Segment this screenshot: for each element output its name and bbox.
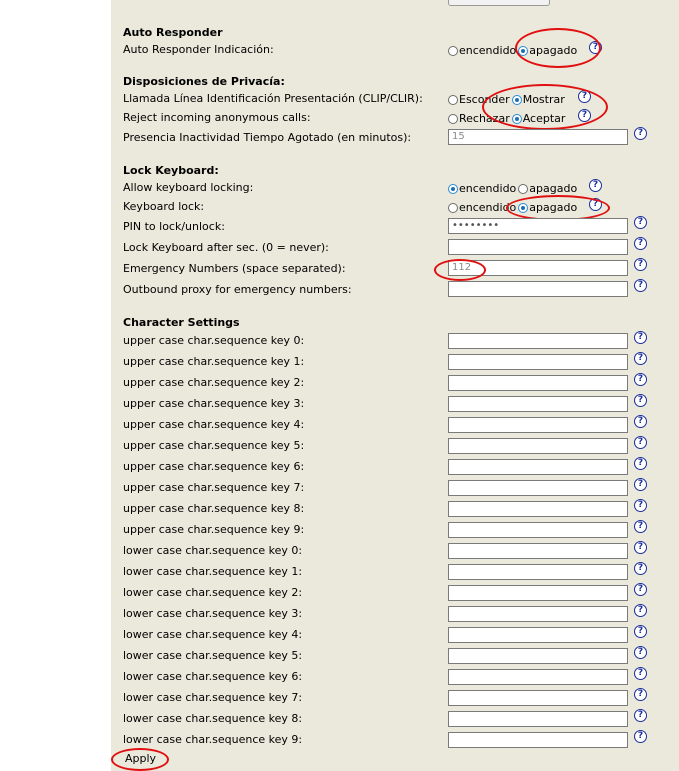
char-key-input[interactable]	[448, 711, 628, 727]
char-key-input[interactable]	[448, 438, 628, 454]
help-icon[interactable]: ?	[634, 415, 647, 428]
allow-locking-off-radio[interactable]	[518, 184, 528, 194]
char-key-label: lower case char.sequence key 1:	[123, 565, 303, 578]
clip-radios	[448, 93, 567, 106]
help-icon[interactable]: ?	[634, 520, 647, 533]
option-label: Mostrar	[522, 93, 565, 106]
help-icon[interactable]: ?	[634, 646, 647, 659]
emergency-proxy-label: Outbound proxy for emergency numbers:	[123, 283, 352, 296]
char-key-input[interactable]	[448, 648, 628, 664]
option-label: Aceptar	[522, 112, 566, 125]
char-key-label: lower case char.sequence key 2:	[123, 586, 303, 599]
auto-responder-header: Auto Responder	[123, 26, 223, 39]
char-key-input[interactable]	[448, 543, 628, 559]
help-icon[interactable]: ?	[634, 541, 647, 554]
help-icon[interactable]: ?	[589, 179, 602, 192]
char-key-label: lower case char.sequence key 5:	[123, 649, 303, 662]
clip-show-radio[interactable]	[512, 95, 522, 105]
char-key-input[interactable]	[448, 606, 628, 622]
char-key-label: lower case char.sequence key 7:	[123, 691, 303, 704]
keyboard-lock-on-radio[interactable]	[448, 203, 458, 213]
lock-after-input[interactable]	[448, 239, 628, 255]
help-icon[interactable]: ?	[634, 436, 647, 449]
help-icon[interactable]: ?	[634, 709, 647, 722]
auto-responder-label: Auto Responder Indicación:	[123, 43, 274, 56]
keyboard-lock-radios	[448, 201, 579, 214]
help-icon[interactable]: ?	[634, 331, 647, 344]
auto-responder-radios	[448, 44, 579, 57]
option-label: Esconder	[459, 93, 510, 106]
top-button[interactable]	[448, 0, 550, 6]
help-icon[interactable]: ?	[634, 352, 647, 365]
help-icon[interactable]: ?	[634, 604, 647, 617]
char-key-label: upper case char.sequence key 4:	[123, 418, 305, 431]
pin-label: PIN to lock/unlock:	[123, 220, 225, 233]
char-key-input[interactable]	[448, 732, 628, 748]
auto-responder-on-radio[interactable]	[448, 46, 458, 56]
lock-after-label: Lock Keyboard after sec. (0 = never):	[123, 241, 329, 254]
help-icon[interactable]: ?	[589, 198, 602, 211]
lock-keyboard-header: Lock Keyboard:	[123, 164, 219, 177]
char-key-input[interactable]	[448, 522, 628, 538]
char-key-label: lower case char.sequence key 0:	[123, 544, 303, 557]
help-icon[interactable]: ?	[634, 478, 647, 491]
privacy-header: Disposiciones de Privacía:	[123, 75, 285, 88]
auto-responder-off-radio[interactable]	[518, 46, 528, 56]
help-icon[interactable]: ?	[634, 583, 647, 596]
char-key-input[interactable]	[448, 501, 628, 517]
char-key-input[interactable]	[448, 375, 628, 391]
emergency-numbers-input[interactable]: 112	[448, 260, 628, 276]
help-icon[interactable]: ?	[634, 730, 647, 743]
char-key-label: upper case char.sequence key 1:	[123, 355, 305, 368]
help-icon[interactable]: ?	[634, 562, 647, 575]
char-key-label: upper case char.sequence key 9:	[123, 523, 305, 536]
help-icon[interactable]: ?	[634, 279, 647, 292]
char-key-label: lower case char.sequence key 6:	[123, 670, 303, 683]
char-key-input[interactable]	[448, 564, 628, 580]
allow-locking-on-radio[interactable]	[448, 184, 458, 194]
presence-timeout-label: Presencia Inactividad Tiempo Agotado (en minutos):	[123, 131, 412, 144]
help-icon[interactable]: ?	[634, 499, 647, 512]
char-key-label: upper case char.sequence key 8:	[123, 502, 305, 515]
help-icon[interactable]: ?	[578, 90, 591, 103]
option-label: apagado	[529, 182, 578, 195]
char-key-label: lower case char.sequence key 4:	[123, 628, 303, 641]
char-key-input[interactable]	[448, 417, 628, 433]
anon-calls-label: Reject incoming anonymous calls:	[123, 111, 311, 124]
char-key-label: upper case char.sequence key 6:	[123, 460, 305, 473]
char-key-label: lower case char.sequence key 9:	[123, 733, 303, 746]
help-icon[interactable]: ?	[634, 667, 647, 680]
help-icon[interactable]: ?	[634, 625, 647, 638]
help-icon[interactable]: ?	[634, 237, 647, 250]
help-icon[interactable]: ?	[634, 258, 647, 271]
help-icon[interactable]: ?	[634, 127, 647, 140]
char-key-label: upper case char.sequence key 5:	[123, 439, 305, 452]
clip-hide-radio[interactable]	[448, 95, 458, 105]
help-icon[interactable]: ?	[578, 109, 591, 122]
help-icon[interactable]: ?	[589, 41, 602, 54]
clip-label: Llamada Línea Identificación Presentación (CLIP/CLIR):	[123, 92, 423, 105]
pin-input[interactable]: ••••••••	[448, 218, 628, 234]
option-label: apagado	[529, 44, 578, 57]
help-icon[interactable]: ?	[634, 216, 647, 229]
emergency-numbers-label: Emergency Numbers (space separated):	[123, 262, 346, 275]
char-key-input[interactable]	[448, 354, 628, 370]
option-label: Rechazar	[459, 112, 510, 125]
char-key-label: lower case char.sequence key 3:	[123, 607, 303, 620]
anon-accept-radio[interactable]	[512, 114, 522, 124]
allow-locking-radios	[448, 182, 579, 195]
char-key-input[interactable]	[448, 585, 628, 601]
emergency-proxy-input[interactable]	[448, 281, 628, 297]
char-key-input[interactable]	[448, 396, 628, 412]
option-label: encendido	[459, 44, 517, 57]
keyboard-lock-off-radio[interactable]	[518, 203, 528, 213]
apply-button[interactable]: Apply	[125, 752, 157, 765]
char-key-label: upper case char.sequence key 2:	[123, 376, 305, 389]
help-icon[interactable]: ?	[634, 373, 647, 386]
presence-timeout-input[interactable]: 15	[448, 129, 628, 145]
char-key-label: upper case char.sequence key 7:	[123, 481, 305, 494]
char-key-input[interactable]	[448, 669, 628, 685]
keyboard-lock-label: Keyboard lock:	[123, 200, 205, 213]
char-key-input[interactable]	[448, 459, 628, 475]
char-key-input[interactable]	[448, 333, 628, 349]
help-icon[interactable]: ?	[634, 457, 647, 470]
char-key-label: upper case char.sequence key 3:	[123, 397, 305, 410]
option-label: encendido	[459, 201, 517, 214]
char-key-input[interactable]	[448, 690, 628, 706]
help-icon[interactable]: ?	[634, 688, 647, 701]
help-icon[interactable]: ?	[634, 394, 647, 407]
character-settings-header: Character Settings	[123, 316, 240, 329]
char-key-input[interactable]	[448, 480, 628, 496]
char-key-label: lower case char.sequence key 8:	[123, 712, 303, 725]
char-key-label: upper case char.sequence key 0:	[123, 334, 305, 347]
char-key-input[interactable]	[448, 627, 628, 643]
anon-reject-radio[interactable]	[448, 114, 458, 124]
option-label: apagado	[529, 201, 578, 214]
anon-calls-radios	[448, 112, 567, 125]
option-label: encendido	[459, 182, 517, 195]
allow-locking-label: Allow keyboard locking:	[123, 181, 254, 194]
